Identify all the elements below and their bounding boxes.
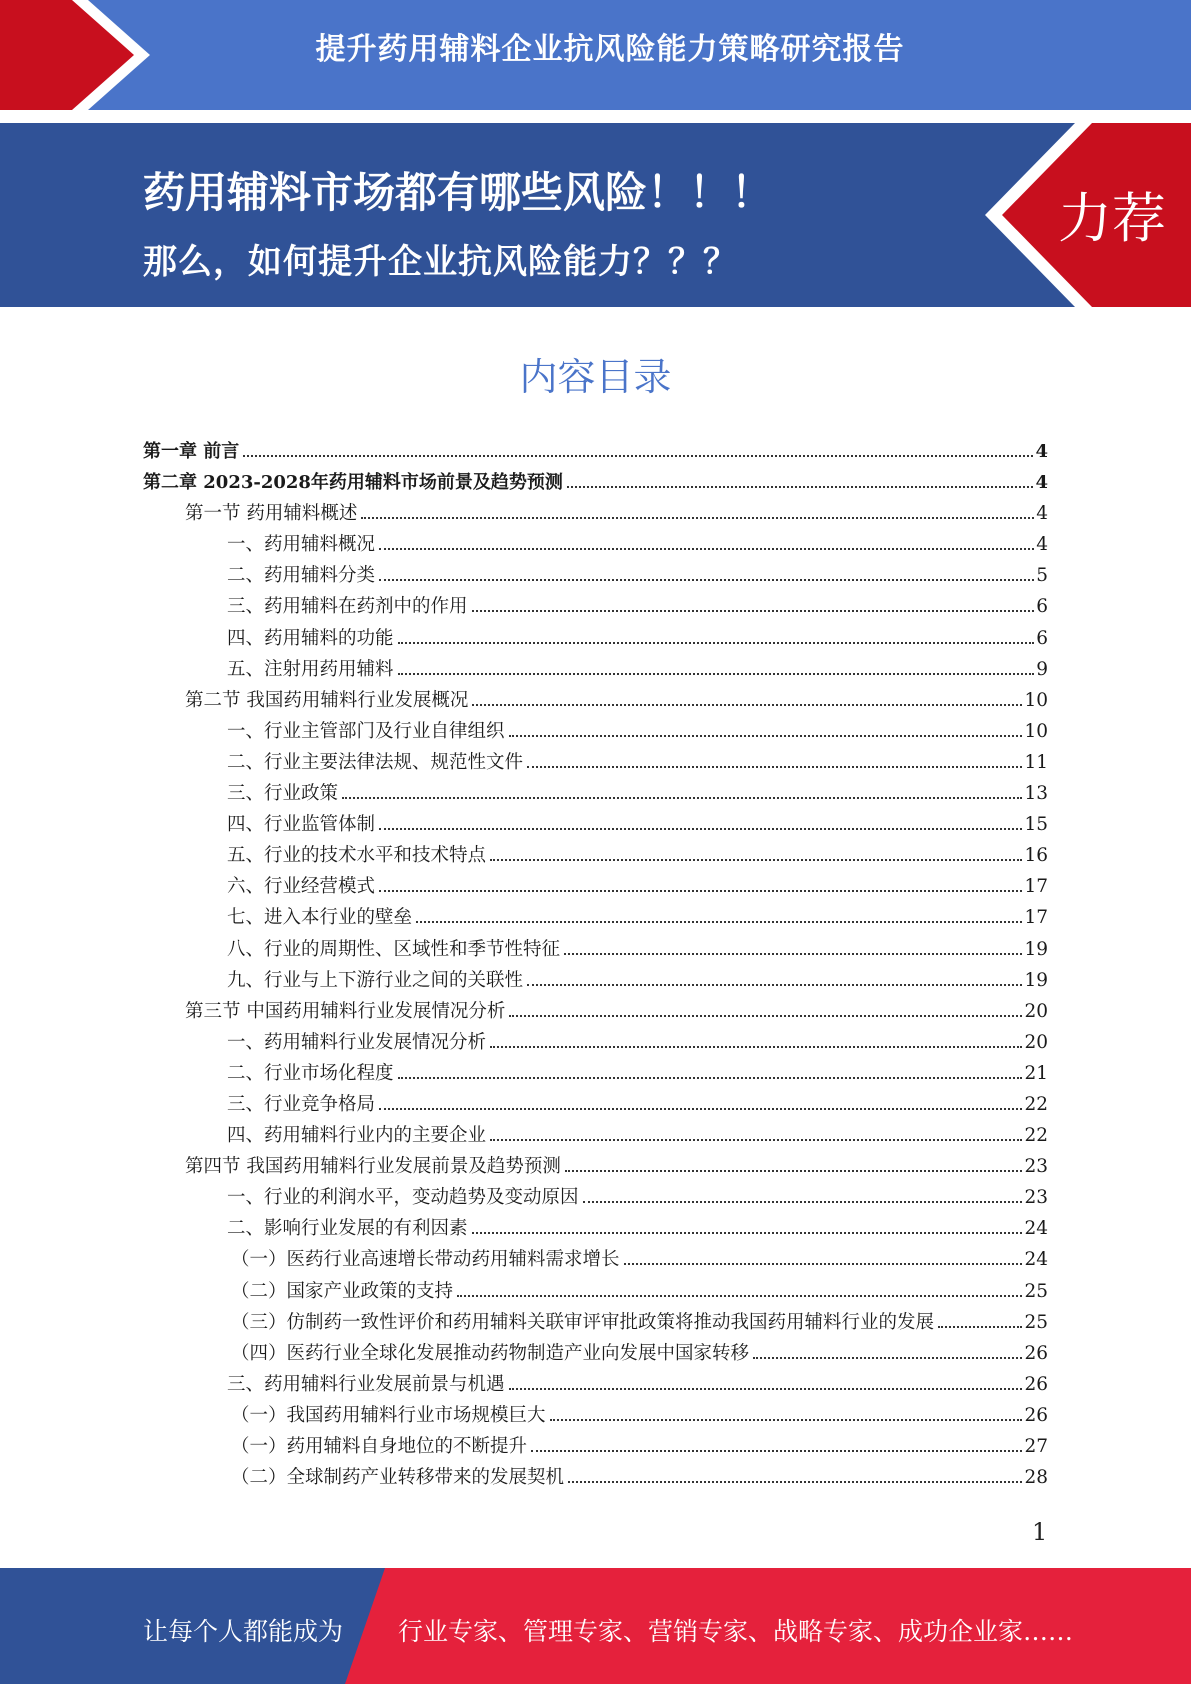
toc-entry-page: 4: [1035, 472, 1048, 494]
page-number: 1: [1032, 1518, 1048, 1546]
toc-entry-label: 六、行业经营模式: [227, 876, 376, 898]
toc-dot-leader: [472, 1232, 1023, 1234]
toc-entry-page: 24: [1024, 1249, 1048, 1271]
toc-entry[interactable]: [143, 1401, 1048, 1432]
toc-entry[interactable]: [143, 686, 1048, 717]
toc-dot-leader: [379, 890, 1022, 892]
headline-risks: 药用辅料市场都有哪些风险！！！: [143, 168, 774, 217]
toc-entry-page: 16: [1024, 845, 1048, 867]
toc-dot-leader: [509, 1015, 1022, 1017]
toc-entry-label: 四、药用辅料的功能: [227, 627, 394, 649]
toc-entry-label: （三）仿制药一致性评价和药用辅料关联审评审批政策将推动我国药用辅料行业的发展: [231, 1311, 935, 1333]
toc-dot-leader: [342, 797, 1022, 799]
footer-slogan-left: 让每个人都能成为: [143, 1617, 344, 1646]
toc-dot-leader: [361, 517, 1034, 519]
toc-dot-leader: [472, 704, 1022, 706]
toc-entry-label: 一、药用辅料行业发展情况分析: [227, 1031, 487, 1053]
toc-entry[interactable]: [143, 872, 1048, 903]
toc-dot-leader: [509, 1388, 1023, 1390]
toc-dot-leader: [550, 1419, 1023, 1421]
toc-entry[interactable]: [143, 903, 1048, 934]
toc-entry-page: 26: [1024, 1404, 1048, 1426]
toc-entry-page: 13: [1024, 783, 1048, 805]
toc-entry-page: 20: [1024, 1031, 1048, 1053]
toc-entry-page: 15: [1024, 814, 1048, 836]
toc-dot-leader: [527, 984, 1022, 986]
toc-dot-leader: [753, 1357, 1022, 1359]
toc-entry-label: （一）我国药用辅料行业市场规模巨大: [231, 1404, 546, 1426]
toc-dot-leader: [490, 1139, 1022, 1141]
toc-entry[interactable]: [143, 997, 1048, 1028]
toc-dot-leader: [379, 828, 1022, 830]
toc-entry-label: 三、行业政策: [227, 783, 339, 805]
toc-entry[interactable]: [143, 1370, 1048, 1401]
toc-entry[interactable]: [143, 1432, 1048, 1463]
toc-entry-page: 6: [1036, 627, 1048, 649]
toc-entry-label: 七、进入本行业的壁垒: [227, 907, 413, 929]
toc-dot-leader: [457, 1295, 1022, 1297]
toc-entry[interactable]: [143, 655, 1048, 686]
toc-entry-label: 二、影响行业发展的有利因素: [227, 1218, 468, 1240]
toc-entry[interactable]: [143, 1059, 1048, 1090]
toc-entry-page: 26: [1024, 1342, 1048, 1364]
toc-dot-leader: [509, 735, 1023, 737]
toc-entry-label: 一、药用辅料概况: [227, 534, 376, 556]
toc-entry-label: （一）医药行业高速增长带动药用辅料需求增长: [231, 1249, 620, 1271]
toc-entry[interactable]: [143, 624, 1048, 655]
toc-entry-label: 一、行业主管部门及行业自律组织: [227, 720, 505, 742]
toc-entry-page: 27: [1024, 1436, 1048, 1457]
toc-entry-page: 6: [1036, 596, 1048, 618]
toc-dot-leader: [565, 1170, 1023, 1172]
toc-entry-label: 第二节 我国药用辅料行业发展概况: [185, 689, 469, 711]
toc-entry-page: 4: [1036, 503, 1048, 525]
toc-dot-leader: [416, 921, 1022, 923]
toc-entry-label: 四、行业监管体制: [227, 814, 376, 836]
toc-entry[interactable]: [143, 1090, 1048, 1121]
toc-entry-page: 24: [1024, 1218, 1048, 1240]
toc-entry-page: 19: [1024, 938, 1048, 960]
toc-entry-label: 二、行业主要法律法规、规范性文件: [227, 751, 524, 773]
toc-entry[interactable]: [143, 1028, 1048, 1059]
footer-slogan-right: 行业专家、管理专家、营销专家、战略专家、成功企业家……: [398, 1617, 1074, 1646]
toc-entry[interactable]: [143, 1121, 1048, 1152]
toc-entry-label: 二、药用辅料分类: [227, 565, 376, 587]
toc-entry-label: 一、行业的利润水平，变动趋势及变动原因: [227, 1187, 579, 1209]
toc-entry-page: 11: [1024, 751, 1048, 773]
toc-dot-leader: [527, 766, 1022, 768]
toc-entry[interactable]: [143, 1214, 1048, 1245]
toc-dot-leader: [398, 642, 1035, 644]
recommend-badge: 力荐: [1058, 187, 1166, 250]
table-of-contents: [143, 437, 1048, 1494]
toc-entry-page: 22: [1024, 1093, 1048, 1115]
toc-entry-label: 四、药用辅料行业内的主要企业: [227, 1125, 487, 1147]
toc-entry-label: 第三节 中国药用辅料行业发展情况分析: [185, 1000, 506, 1022]
toc-entry-label: 八、行业的周期性、区域性和季节性特征: [227, 938, 561, 960]
toc-dot-leader: [490, 859, 1022, 861]
toc-entry-label: 九、行业与上下游行业之间的关联性: [227, 969, 524, 991]
toc-entry-page: 25: [1024, 1280, 1048, 1302]
toc-entry[interactable]: [143, 841, 1048, 872]
toc-entry-label: 二、行业市场化程度: [227, 1062, 394, 1084]
toc-entry[interactable]: [143, 561, 1048, 592]
toc-dot-leader: [568, 1481, 1022, 1483]
toc-entry[interactable]: [143, 810, 1048, 841]
toc-dot-leader: [567, 486, 1034, 488]
toc-entry[interactable]: [143, 779, 1048, 810]
toc-entry-page: 10: [1024, 689, 1048, 711]
toc-dot-leader: [938, 1326, 1022, 1328]
toc-dot-leader: [379, 1108, 1022, 1110]
toc-dot-leader: [243, 455, 1033, 457]
toc-entry-page: 4: [1035, 441, 1048, 462]
toc-entry[interactable]: [143, 468, 1048, 499]
toc-dot-leader: [398, 1077, 1023, 1079]
toc-entry[interactable]: [143, 1463, 1048, 1494]
toc-entry-page: 17: [1024, 907, 1048, 929]
toc-entry[interactable]: [143, 1308, 1048, 1339]
toc-entry-label: 五、注射用药用辅料: [227, 658, 394, 680]
toc-entry[interactable]: [143, 1339, 1048, 1370]
toc-entry-label: （一）药用辅料自身地位的不断提升: [231, 1436, 528, 1457]
toc-entry[interactable]: [143, 592, 1048, 623]
toc-dot-leader: [531, 1450, 1022, 1452]
toc-dot-leader: [398, 673, 1035, 675]
toc-entry-label: 第四节 我国药用辅料行业发展前景及趋势预测: [185, 1156, 561, 1178]
toc-entry-page: 23: [1024, 1187, 1048, 1209]
toc-entry-page: 23: [1024, 1156, 1048, 1178]
toc-title: 内容目录: [519, 355, 672, 399]
toc-entry-label: （四）医药行业全球化发展推动药物制造产业向发展中国家转移: [231, 1342, 750, 1364]
report-title: 提升药用辅料企业抗风险能力策略研究报告: [315, 32, 905, 67]
toc-entry-page: 5: [1036, 565, 1048, 587]
toc-entry[interactable]: [143, 1277, 1048, 1308]
toc-entry-page: 25: [1024, 1311, 1048, 1333]
toc-dot-leader: [379, 548, 1034, 550]
toc-entry-page: 4: [1036, 534, 1048, 556]
toc-entry[interactable]: [143, 530, 1048, 561]
toc-entry[interactable]: [143, 437, 1048, 468]
toc-entry-label: 第一章 前言: [143, 441, 240, 462]
toc-entry[interactable]: [143, 935, 1048, 966]
toc-entry[interactable]: [143, 717, 1048, 748]
toc-entry-label: 三、药用辅料在药剂中的作用: [227, 596, 468, 618]
toc-dot-leader: [472, 610, 1035, 612]
toc-entry-page: 20: [1024, 1000, 1048, 1022]
toc-entry-page: 9: [1036, 658, 1048, 680]
toc-entry[interactable]: [143, 1245, 1048, 1276]
toc-dot-leader: [583, 1201, 1023, 1203]
top-red-arrow-decoration: [0, 0, 150, 110]
toc-entry-label: （二）国家产业政策的支持: [231, 1280, 454, 1302]
toc-entry-page: 17: [1024, 876, 1048, 898]
toc-entry-page: 10: [1024, 720, 1048, 742]
toc-entry-page: 28: [1024, 1467, 1048, 1489]
toc-entry-label: 第二章 2023-2028年药用辅料市场前景及趋势预测: [143, 472, 563, 494]
toc-entry[interactable]: [143, 499, 1048, 530]
toc-entry[interactable]: [143, 748, 1048, 779]
toc-entry-label: 五、行业的技术水平和技术特点: [227, 845, 487, 867]
toc-entry[interactable]: [143, 1152, 1048, 1183]
toc-dot-leader: [379, 579, 1034, 581]
toc-entry-label: 三、行业竞争格局: [227, 1093, 376, 1115]
toc-entry-page: 26: [1024, 1373, 1048, 1395]
toc-entry[interactable]: [143, 966, 1048, 997]
toc-dot-leader: [564, 953, 1022, 955]
toc-entry-page: 19: [1024, 969, 1048, 991]
toc-entry-label: （二）全球制药产业转移带来的发展契机: [231, 1467, 565, 1489]
toc-entry-page: 22: [1024, 1125, 1048, 1147]
toc-dot-leader: [624, 1263, 1023, 1265]
toc-entry-label: 第一节 药用辅料概述: [185, 503, 358, 525]
toc-entry-page: 21: [1024, 1062, 1048, 1084]
toc-entry-label: 三、药用辅料行业发展前景与机遇: [227, 1373, 505, 1395]
headline-question: 那么，如何提升企业抗风险能力？？？: [143, 242, 738, 282]
toc-entry[interactable]: [143, 1183, 1048, 1214]
toc-dot-leader: [490, 1046, 1022, 1048]
